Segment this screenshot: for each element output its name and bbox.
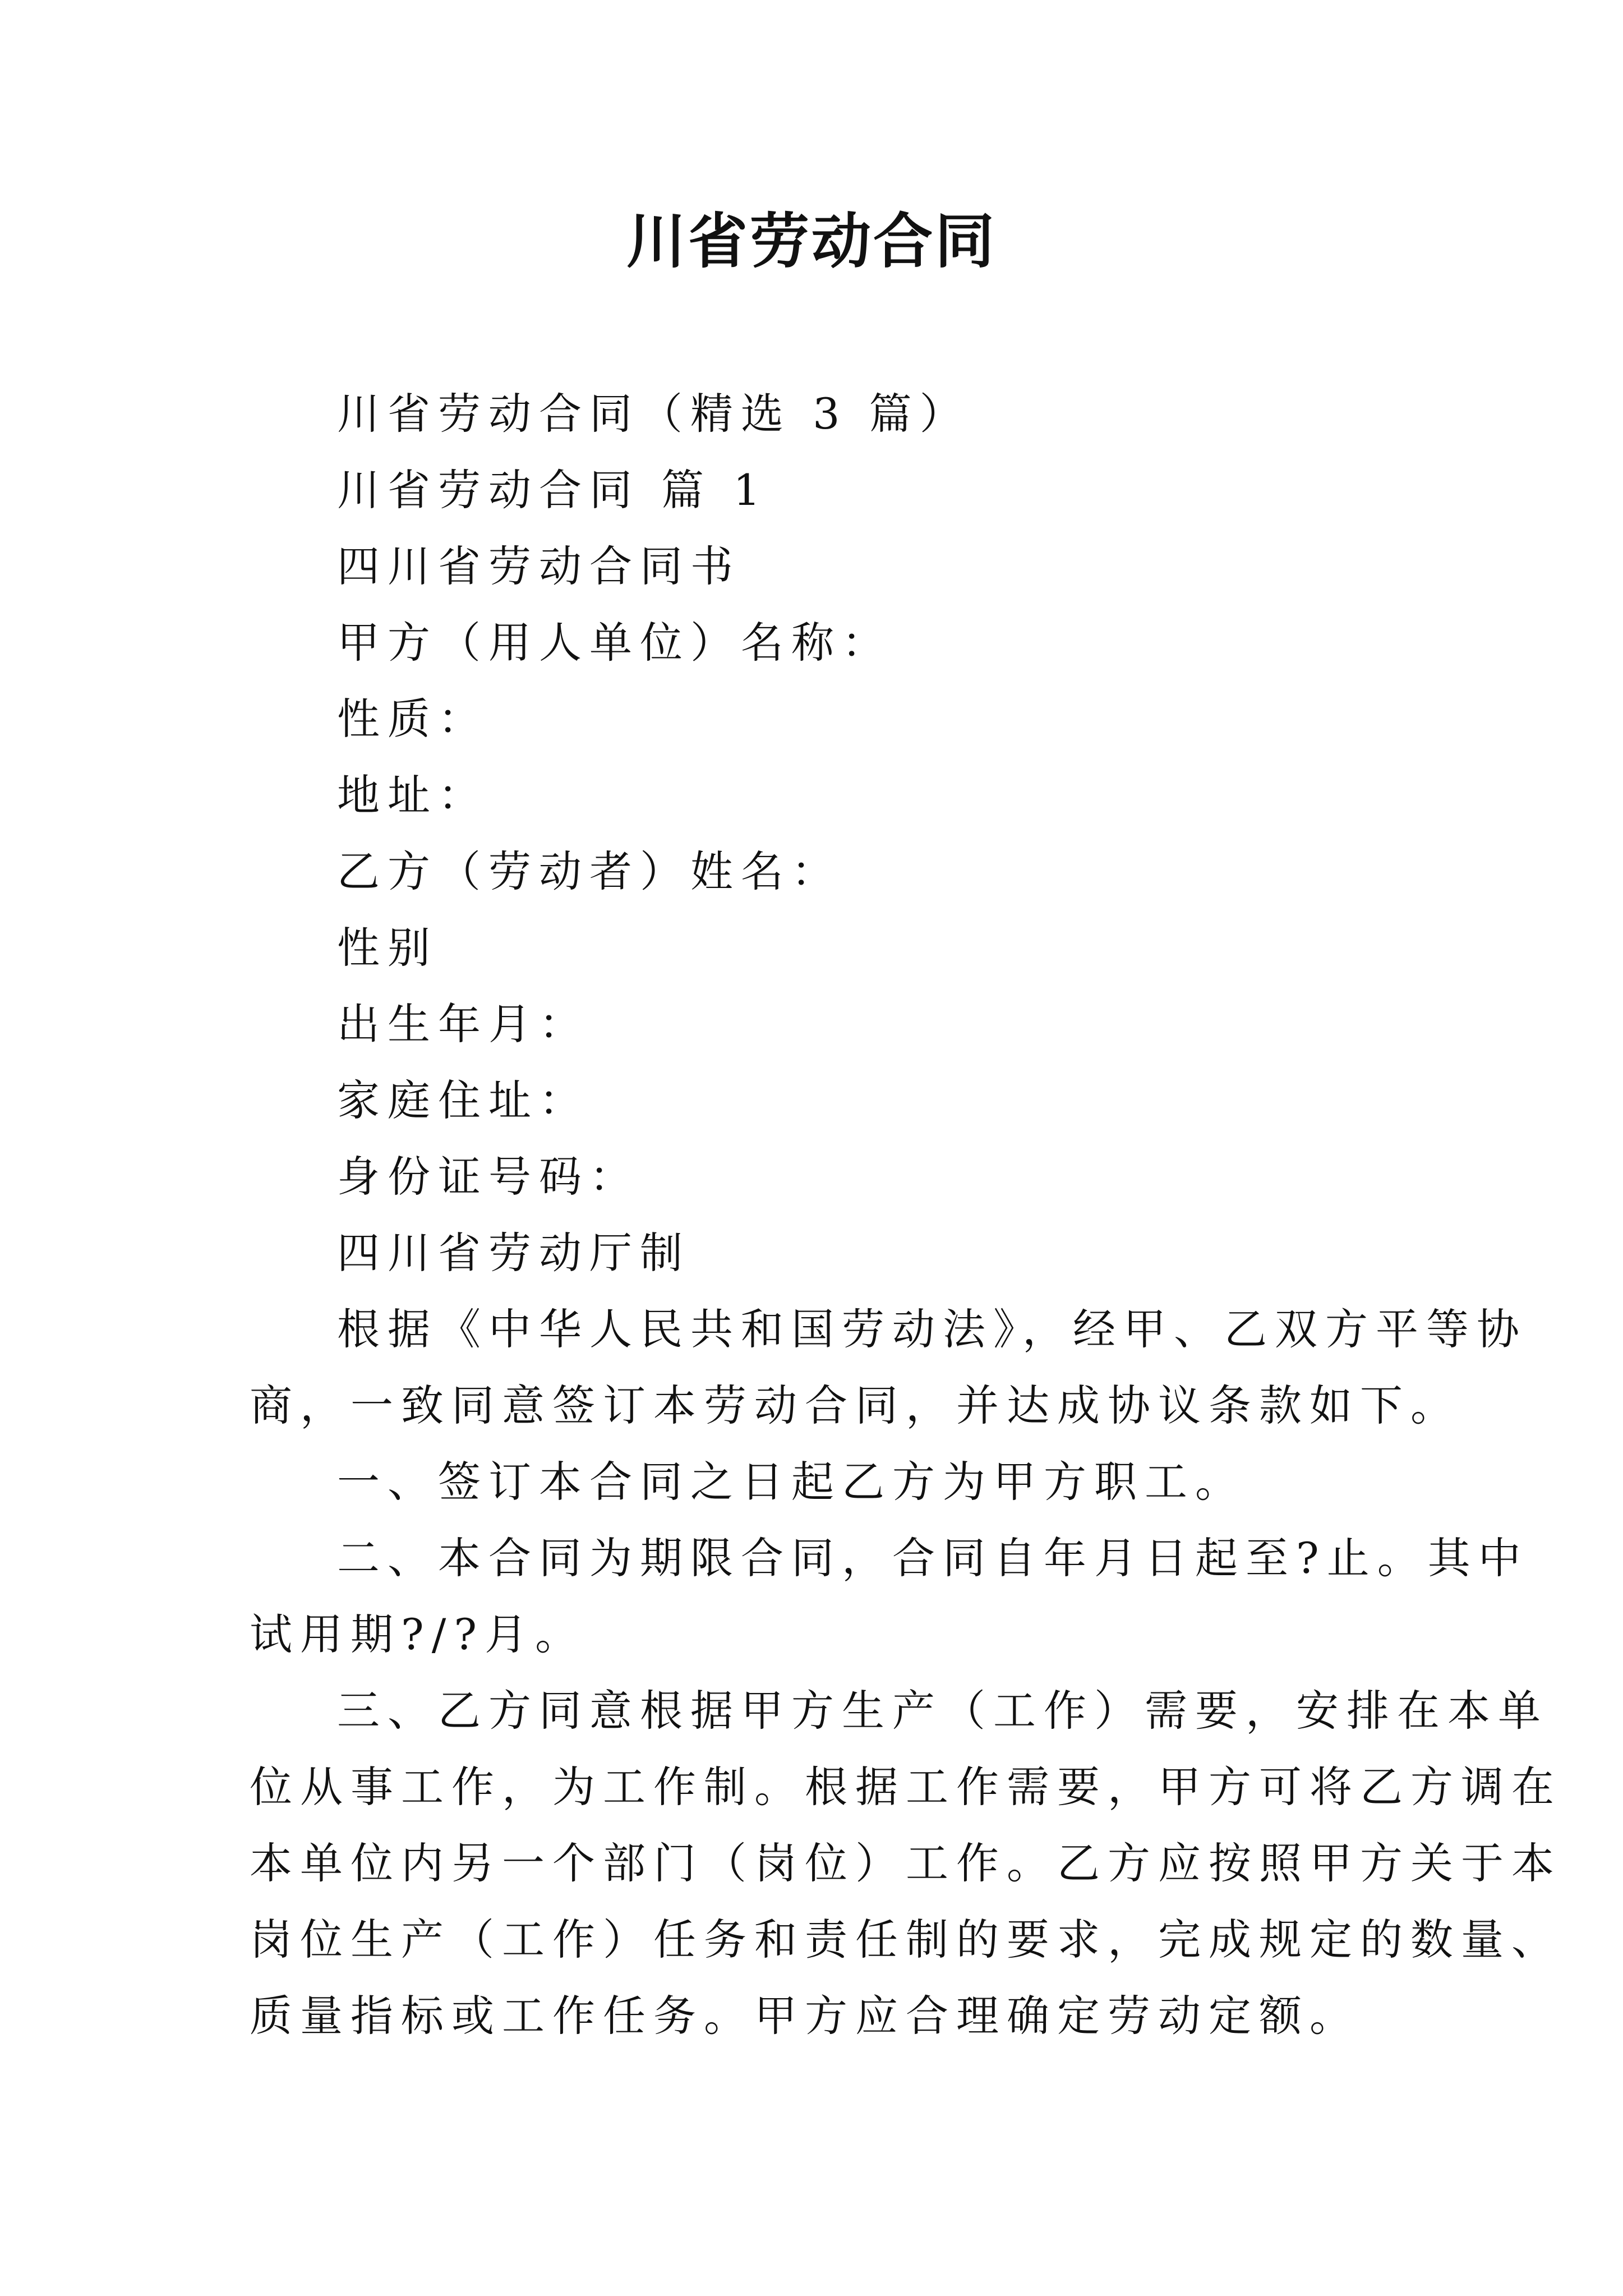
clause-3-continued: 本单位内另一个部门（岗位）工作。乙方应按照甲方关于本 [250, 1838, 1562, 1888]
clause-3-continued: 质量指标或工作任务。甲方应合理确定劳动定额。 [250, 1991, 1360, 2041]
clause-3-continued: 岗位生产（工作）任务和责任制的要求，完成规定的数量、 [250, 1915, 1562, 1964]
party-b-home-address-field: 家庭住址： [337, 1075, 589, 1125]
clause-3: 三、乙方同意根据甲方生产（工作）需要，安排在本单 [337, 1686, 1548, 1736]
clause-2: 二、本合同为期限合同，合同自年月日起至?止。其中 [337, 1533, 1529, 1583]
party-b-id-number-field: 身份证号码： [337, 1152, 640, 1202]
party-b-birth-field: 出生年月： [337, 999, 589, 1049]
paragraph-line: 商，一致同意签订本劳动合同，并达成协议条款如下。 [250, 1381, 1461, 1430]
document-body [250, 376, 1562, 2054]
party-a-nature-field: 性质： [337, 694, 488, 744]
form-title: 四川省劳动合同书 [337, 541, 741, 591]
clause-3-continued: 位从事工作，为工作制。根据工作需要，甲方可将乙方调在 [250, 1762, 1562, 1812]
party-b-name-field: 乙方（劳动者）姓名： [337, 846, 842, 896]
section-label: 川省劳动合同 篇 1 [337, 465, 768, 515]
party-b-gender-field: 性别 [337, 923, 438, 973]
issuer-label: 四川省劳动厅制 [337, 1228, 690, 1278]
party-a-name-field: 甲方（用人单位）名称： [337, 618, 892, 668]
clause-1: 一、签订本合同之日起乙方为甲方职工。 [337, 1457, 1246, 1507]
party-a-address-field: 地址： [337, 770, 488, 820]
contract-heading: 川省劳动合同（精选 3 篇） [337, 389, 970, 439]
document-title: 川省劳动合同 [626, 206, 997, 276]
paragraph-line: 根据《中华人民共和国劳动法》，经甲、乙双方平等协 [337, 1304, 1527, 1354]
clause-2-continued: 试用期?/?月。 [250, 1609, 586, 1659]
